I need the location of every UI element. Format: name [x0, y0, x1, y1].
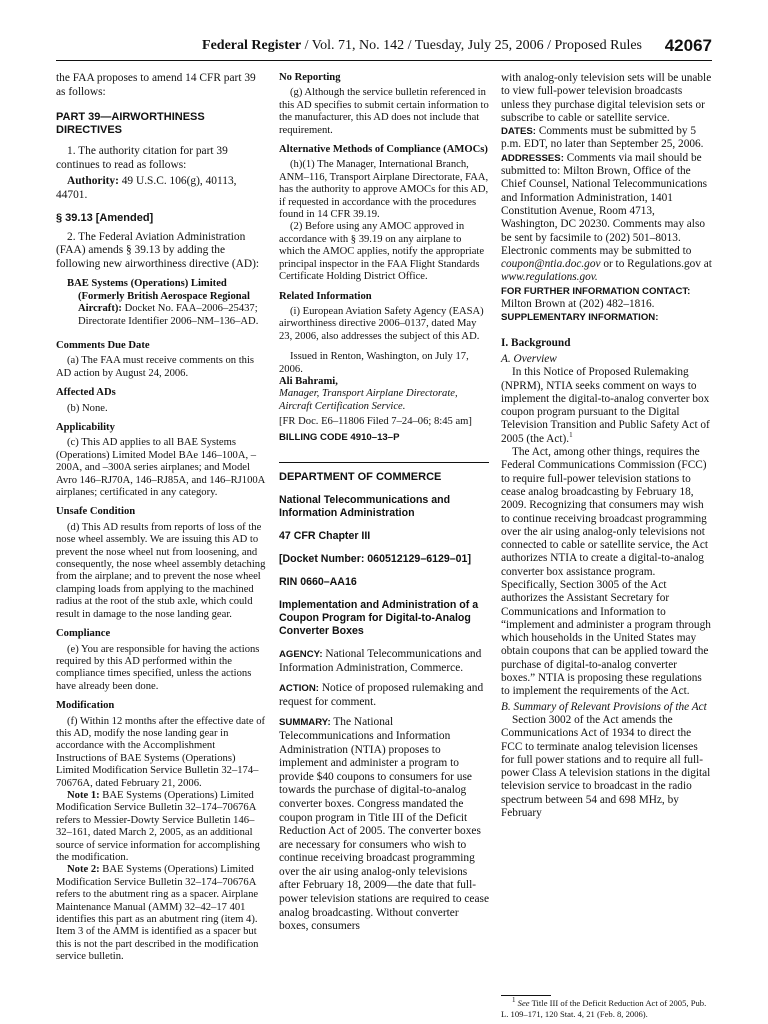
section-amended: § 39.13 [Amended]: [56, 211, 154, 224]
section-heading: Unsafe Condition: [56, 506, 136, 518]
section-text: (g) Although the service bulletin referenced in this AD specifies to submit certain information to the manufacturer, this AD does not include that requirement.: [279, 87, 489, 136]
column-1: [56, 72, 266, 964]
department-heading: DEPARTMENT OF COMMERCE: [279, 470, 442, 483]
section-heading: Applicability: [56, 422, 115, 433]
authority-paragraph: 1. The authority citation for part 39 continues to read as follows:: [56, 145, 228, 171]
supplementary-label: SUPPLEMENTARY INFORMATION:: [501, 312, 659, 324]
notice-preamble: [279, 648, 489, 934]
amend-paragraph: 2. The Federal Aviation Administration (FAA) amends § 39.13 by adding the following new airworthiness directive (AD):: [56, 230, 260, 270]
section-heading: Alternative Methods of Compliance (AMOCs): [279, 144, 488, 156]
column-3: [501, 72, 713, 820]
section-heading: Related Information: [279, 290, 372, 302]
email-link[interactable]: coupon@ntia.doc.gov: [501, 258, 601, 271]
billing-code: BILLING CODE 4910–13–P: [279, 431, 400, 443]
signer-name: Ali Bahrami,: [279, 375, 338, 387]
page-number: 42067: [664, 36, 712, 55]
footnote-ref[interactable]: 1: [569, 430, 573, 439]
action-line: ACTION: Notice of proposed rulemaking and request for comment.: [279, 682, 484, 708]
summary-line: SUMMARY: The National Telecommunications and Information Administration (NTIA) proposes to implement and administer a program to provide $40 coupons to consumers for use towards the purchase of digital-to-analog converter boxes. Congress mandated the coupon program in Title III of the Deficit Reduction Act of 2005. The converter boxes are necessary for consumers who wish to continue receiving broadcast programming over the air using analog-only televisions after February 18, 2009—the date that full-power television stations are required to cease analog broadcasting. Without converter boxes, consumers: [279, 716, 490, 933]
footnote-divider: [501, 995, 551, 996]
section-text: (a) The FAA must receive comments on this AD action by August 24, 2006.: [56, 355, 255, 379]
docket-heading: [Docket Number: 060512129–6129–01]: [279, 552, 471, 565]
agency-heading: National Telecommunications and Information Administration: [279, 493, 451, 519]
fr-doc: [FR Doc. E6–11806 Filed 7–24–06; 8:45 am]: [279, 416, 472, 428]
column-2: [279, 72, 489, 934]
note-1: Note 1: BAE Systems (Operations) Limited Modification Service Bulletin 32–174–70676A refers to Messier-Dowty Service Bulletin 146–32–161, dated March 2, 2005, as an additional source of service information for accomplishing the modification.: [56, 789, 260, 863]
act-paragraph: The Act, among other things, requires the Federal Communications Commission (FCC) to require full-power television stations to cease analog broadcasting by February 18, 2009. Recognizing that consumers may wish to continue receiving broadcast programming over the air using analog-only televisions not connected to cable or satellite service, the Act authorizes NTIA to create a digital-to-analog converter box assistance program. Specifically, Section 3005 of the Act authorizes the Assistant Secretary for Communications and Information to “implement and administer a program through which households in the United States may obtain coupons that can be applied toward the purchase of digital-to-analog converter boxes.” NTIA is proposing these regulations to implement the requirements of the Act.: [501, 446, 711, 698]
divider: [279, 462, 489, 463]
header-title: [202, 38, 642, 54]
overview-heading: A. Overview: [501, 352, 557, 365]
authority-label: Authority:: [67, 175, 119, 188]
authority-citation: Authority: 49 U.S.C. 106(g), 40113, 44701.: [56, 175, 237, 201]
contact-label: FOR FURTHER INFORMATION CONTACT:: [501, 285, 691, 297]
summary-continued: with analog-only television sets will be unable to view full-power television broadcasts unless they purchase digital television sets or subscribe to cable or satellite service.: [501, 72, 712, 124]
intro-text: the FAA proposes to amend 14 CFR part 39 as follows:: [56, 72, 256, 98]
part-heading: PART 39—AIRWORTHINESS DIRECTIVES: [56, 111, 205, 137]
section-heading: Modification: [56, 700, 115, 712]
section-text: (e) You are responsible for having the actions required by this AD performed within the compliance times specified, unless the actions have already been done.: [56, 643, 260, 692]
section-text: (c) This AD applies to all BAE Systems (Operations) Limited Model BAe 146–100A, –200A, and –300A series airplanes; and Model Avro 146–RJ70A, 146–RJ85A, and 146–RJ100A airplanes; certificated in any category.: [56, 437, 265, 499]
ad-identifier: BAE Systems (Operations) Limited (Formerly British Aerospace Regional Aircraft): Docket No. FAA–2006–25437; Directorate Identifier 2006–NM–136–AD.: [67, 278, 259, 327]
section-text: (2) Before using any AMOC approved in accordance with § 39.19 on any airplane to which the AMOC applies, notify the appropriate principal inspector in the FAA Flight Standards Certificate Holding District Office.: [279, 221, 485, 283]
background-heading: I. Background: [501, 336, 571, 349]
footnote-number: 1: [512, 996, 516, 1005]
section-text: (b) None.: [67, 402, 108, 414]
section-heading: Comments Due Date: [56, 339, 150, 351]
section-3002-paragraph: Section 3002 of the Act amends the Communications Act of 1934 to direct the FCC to terminate analog television licenses for full power stations and to require all full-power Class A television stations in the digital television service to broadcast in the radio spectrum between 54 and 698 MHz, by February: [501, 713, 711, 820]
rin-heading: RIN 0660–AA16: [279, 575, 357, 588]
ad-company: BAE Systems (Operations) Limited (Formerly British Aerospace Regional Aircraft):: [67, 278, 250, 315]
cfr-heading: 47 CFR Chapter III: [279, 529, 371, 542]
signer-title: Manager, Transport Airplane Directorate, Aircraft Certification Service.: [279, 388, 458, 412]
footnote: $^1$ See Title III of the Deficit Reduction Act of 2005, Pub. L. 109–171, 120 Stat. 4, 21 (Feb. 8, 2006).: [501, 996, 707, 1019]
section-text: (h)(1) The Manager, International Branch, ANM–116, Transport Airplane Directorate, FAA, has the authority to approve AMOCs for this AD, if requested in accordance with the procedures found in 14 CFR 39.19.: [279, 159, 489, 221]
website-link[interactable]: www.regulations.gov.: [501, 271, 598, 284]
agency-line: AGENCY: National Telecommunications and Information Administration, Commerce.: [279, 647, 482, 674]
section-heading: Compliance: [56, 628, 111, 640]
overview-paragraph: In this Notice of Proposed Rulemaking (NPRM), NTIA seeks comment on ways to implement the digital-to-analog converter box coupon program pursuant to the Digital Television Transition and Public Safety Act of 2005 (the Act).$^1$: [501, 366, 710, 445]
section-text: (f) Within 12 months after the effective date of this AD, modify the nose landing gear in accordance with the Accomplishment Instructions of BAE Systems (Operations) Limited Modification Service Bulletin 32–174–70676A, dated February 21, 2006.: [56, 715, 266, 789]
contact-text: Milton Brown at (202) 482–1816.: [501, 298, 655, 311]
note-2: Note 2: BAE Systems (Operations) Limited Modification Service Bulletin 32–174–70676A refers to the abutment ring as a spacer. Airplane Maintenance Manual (AMM) 32–42–17 401 identifies this part as an abutment ring (item 4). Item 3 of the AMM is identified as a spacer but this is not the part described in the modification service bulletin.: [56, 864, 259, 963]
summary-heading: B. Summary of Relevant Provisions of the Act: [501, 700, 707, 713]
section-heading: Affected ADs: [56, 387, 116, 399]
issued-line: Issued in Renton, Washington, on July 17, 2006.: [279, 351, 469, 375]
section-text: (d) This AD results from reports of loss of the nose wheel assembly. We are issuing this AD to prevent the nose wheel nut from loosening, and consequently, the nose wheel assembly detaching from the airplane; and to prevent the nose wheel clamping loads from applying to the machined radius at the root of the stub axle, which could result in damage to the nose landing gear.: [56, 521, 266, 620]
section-text: (i) European Aviation Safety Agency (EASA) airworthiness directive 2006–0137, dated May 23, 2006, also addresses the subject of this AD.: [279, 305, 484, 342]
rule-title: Implementation and Administration of a Coupon Program for Digital-to-Analog Converter Boxes: [279, 598, 479, 637]
page-header: [56, 38, 712, 61]
section-heading: No Reporting: [279, 72, 341, 83]
addresses-line: ADDRESSES: Comments via mail should be submitted to: Milton Brown, Office of the Chief Counsel, National Telecommunications and Information Administration, 1401 Constitution Avenue, Room 4713, Washington, DC 20230. Comments may also be sent by facsimile to (202) 501–8013. Electronic comments may be submitted to coupon@ntia.doc.gov or to Regulations.gov at www.regulations.gov.: [501, 151, 712, 284]
dates-line: DATES: Comments must be submitted by 5 p.m. EDT, no later than September 25, 2006.: [501, 125, 704, 151]
journal-name: Federal Register: [202, 38, 302, 53]
issue-details: / Vol. 71, No. 142 / Tuesday, July 25, 2006 / Proposed Rules: [301, 38, 642, 53]
